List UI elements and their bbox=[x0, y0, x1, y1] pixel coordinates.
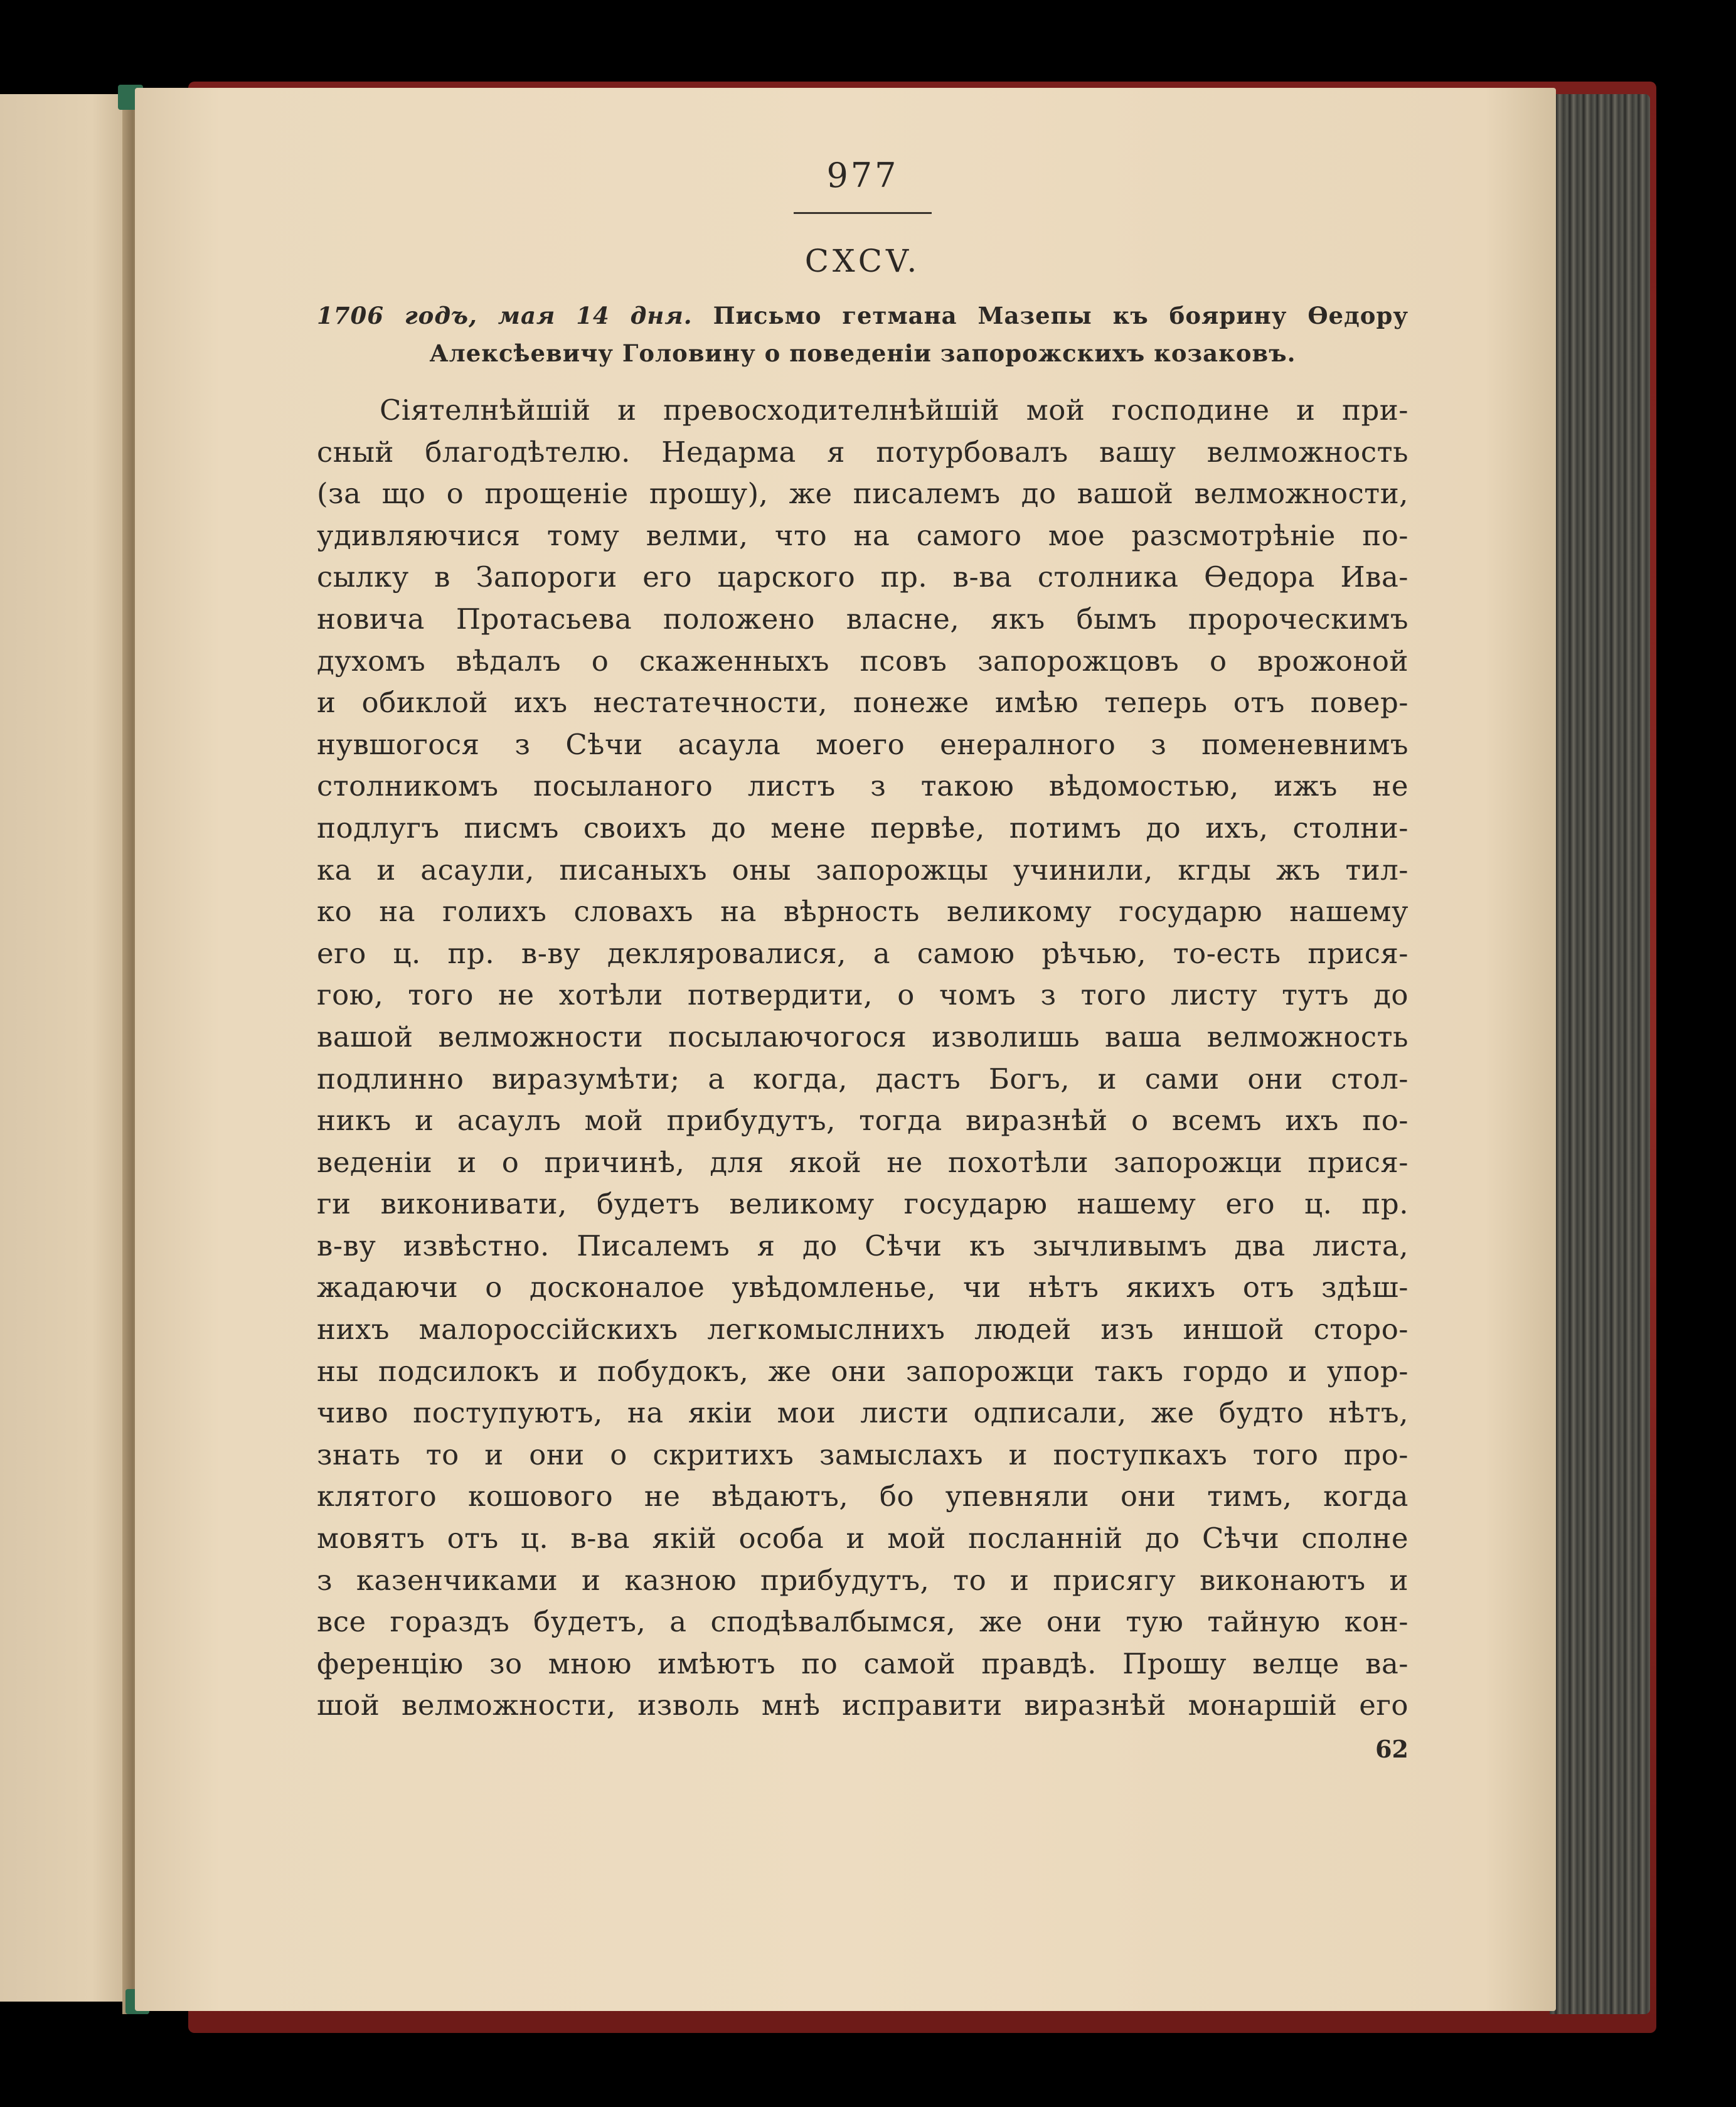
body-line: Сіятелнѣйшій и превосходителнѣйшій мой господине и при- bbox=[380, 393, 1409, 427]
body-line: новича Протасьева положено власне, якъ бымъ пророческимъ bbox=[317, 602, 1409, 636]
document-number: CXCV. bbox=[804, 243, 921, 279]
body-line: духомъ вѣдалъ о скаженныхъ псовъ запорожцовъ о врожоной bbox=[317, 644, 1409, 678]
body-line: нихъ малороссійскихъ легкомыслнихъ людей изъ иншой сторо- bbox=[317, 1313, 1409, 1347]
body-line: ференцію зо мною имѣютъ по самой правдѣ. Прошу велце ва- bbox=[317, 1646, 1409, 1680]
page-content bbox=[317, 151, 1409, 1767]
body-line: столникомъ посыланого листъ з такою вѣдомостью, ижъ не bbox=[317, 769, 1409, 803]
body-line: ны подсилокъ и побудокъ, же они запорожци такъ гордо и упор- bbox=[317, 1354, 1409, 1388]
body-line: шой велможности, изволь мнѣ исправити виразнѣй монаршій его bbox=[317, 1688, 1409, 1722]
body-line: клятого кошового не вѣдаютъ, бо упевняли они тимъ, когда bbox=[317, 1480, 1409, 1513]
body-line: сылку в Запороги его царского пр. в-ва столника Өедора Ива- bbox=[317, 560, 1409, 594]
page-stack-edge bbox=[1550, 94, 1650, 2014]
body-line: жадаючи о досконалое увѣдомленье, чи нѣтъ якихъ отъ здѣш- bbox=[317, 1271, 1409, 1304]
document-heading bbox=[317, 297, 1409, 372]
body-line: удивляючися тому велми, что на самого мое разсмотрѣніе по- bbox=[317, 518, 1409, 552]
body-line: нувшогося з Сѣчи асаула моего енералного з поменевнимъ bbox=[317, 727, 1409, 761]
body-line: чиво поступуютъ, на якіи мои листи одписали, же будто нѣтъ, bbox=[317, 1396, 1409, 1430]
body-line: в-ву извѣстно. Писалемъ я до Сѣчи къ зычливымъ два листа, bbox=[317, 1229, 1409, 1262]
body-line: все гораздъ будетъ, а сподѣвалбымся, же они тую тайную кон- bbox=[317, 1605, 1409, 1639]
letter-body bbox=[317, 390, 1409, 1727]
body-line: гою, того не хотѣли потвердити, о чомъ з того листу тутъ до bbox=[317, 978, 1409, 1012]
page-number-rule bbox=[794, 212, 932, 214]
body-line: вашой велможности посылаючогося изволишь ваша велможность bbox=[317, 1020, 1409, 1054]
body-line: и обиклой ихъ нестатечности, понеже имѣю теперь отъ повер- bbox=[317, 686, 1409, 720]
body-line: знать то и они о скритихъ замыслахъ и поступкахъ того про- bbox=[317, 1438, 1409, 1471]
printer-signature-mark: 62 bbox=[1375, 1735, 1409, 1763]
body-line: ка и асаули, писаныхъ оны запорожцы учинили, кгды жъ тил- bbox=[317, 853, 1409, 887]
body-line: подлинно виразумѣти; а когда, дастъ Богъ, и сами они стол- bbox=[317, 1062, 1409, 1096]
body-line: сный благодѣтелю. Недарма я потурбовалъ вашу велможность bbox=[317, 435, 1409, 469]
left-page bbox=[0, 94, 132, 2002]
body-line: з казенчиками и казною прибудутъ, то и присягу виконаютъ и bbox=[317, 1563, 1409, 1597]
body-line: мовятъ отъ ц. в-ва якій особа и мой посланній до Сѣчи сполне bbox=[317, 1522, 1409, 1555]
body-line: (за що о прощеніе прошу), же писалемъ до вашой велможности, bbox=[317, 477, 1409, 511]
body-line: ко на голихъ словахъ на вѣрность великому государю нашему bbox=[317, 895, 1409, 929]
body-line: ги виконивати, будетъ великому государю нашему его ц. пр. bbox=[317, 1187, 1409, 1221]
body-line: подлугъ писмъ своихъ до мене первѣе, потимъ до ихъ, столни- bbox=[317, 811, 1409, 845]
body-line: никъ и асаулъ мой прибудутъ, тогда виразнѣй о всемъ ихъ по- bbox=[317, 1104, 1409, 1138]
page-number: 977 bbox=[826, 156, 899, 195]
document-title: Письмо гетмана Мазепы къ боярину Өедору Алексѣевичу Головину о поведеніи запорожскихъ козаковъ. bbox=[429, 302, 1409, 367]
body-line: веденіи и о причинѣ, для якой не похотѣли запорожци прися- bbox=[317, 1145, 1409, 1179]
body-line: его ц. пр. в-ву декляровалися, а самою рѣчью, то-есть прися- bbox=[317, 936, 1409, 970]
document-date: 1706 годъ, мая 14 дня. bbox=[317, 302, 693, 329]
